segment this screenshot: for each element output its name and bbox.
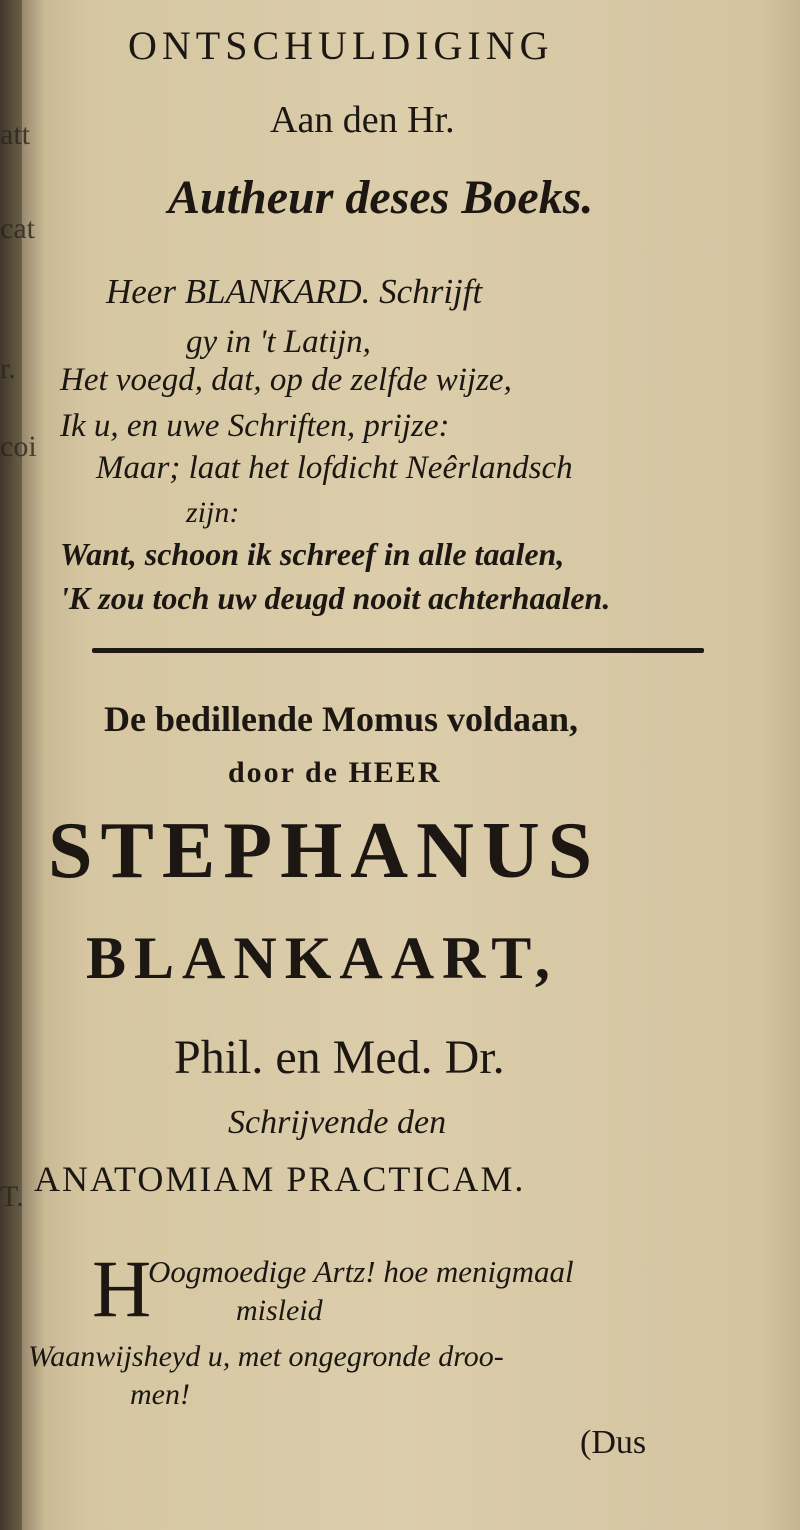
poem-line: Heer BLANKARD. Schrijft <box>106 272 483 311</box>
writing-line: Schrijvende den <box>228 1104 447 1141</box>
margin-fragment: T. <box>0 1180 24 1213</box>
dedication-heading: Autheur deses Boeks. <box>168 171 594 224</box>
poem-line: misleid <box>236 1294 323 1327</box>
poem-line: Want, schoon ik schreef in alle taalen, <box>60 536 565 572</box>
margin-fragment: att <box>0 118 30 151</box>
poem-line: Het voegd, dat, op de zelfde wijze, <box>60 362 512 398</box>
poem-line: Ik u, en uwe Schriften, prijze: <box>60 408 450 444</box>
poem-line: zijn: <box>186 496 240 529</box>
horizontal-rule <box>92 648 704 653</box>
page-title: ONTSCHULDIGING <box>128 23 554 68</box>
margin-fragment: r. <box>0 352 16 385</box>
catchword: (Dus <box>580 1424 647 1461</box>
poem-line: Waanwijsheyd u, met ongegronde droo- <box>28 1340 504 1373</box>
poem-line: Oogmoedige Artz! hoe menigmaal <box>148 1254 574 1289</box>
drop-cap: H <box>92 1243 152 1334</box>
margin-fragment: cat <box>0 212 35 245</box>
work-title: ANATOMIAM PRACTICAM. <box>34 1159 526 1199</box>
poem-line: Maar; laat het lofdicht Neêrlandsch <box>96 450 573 486</box>
page-subtitle: Aan den Hr. <box>270 99 455 141</box>
author-first-name: STEPHANUS <box>48 807 601 895</box>
section-heading: De bedillende Momus voldaan, <box>104 699 579 739</box>
margin-fragment: coi <box>0 430 37 463</box>
section-subheading: door de HEER <box>228 756 442 789</box>
author-degree: Phil. en Med. Dr. <box>174 1031 505 1084</box>
poem-line: 'K zou toch uw deugd nooit achterhaalen. <box>60 580 611 616</box>
poem-line: men! <box>130 1378 190 1411</box>
author-last-name: BLANKAART, <box>86 925 558 991</box>
poem-line: gy in 't Latijn, <box>186 324 371 360</box>
